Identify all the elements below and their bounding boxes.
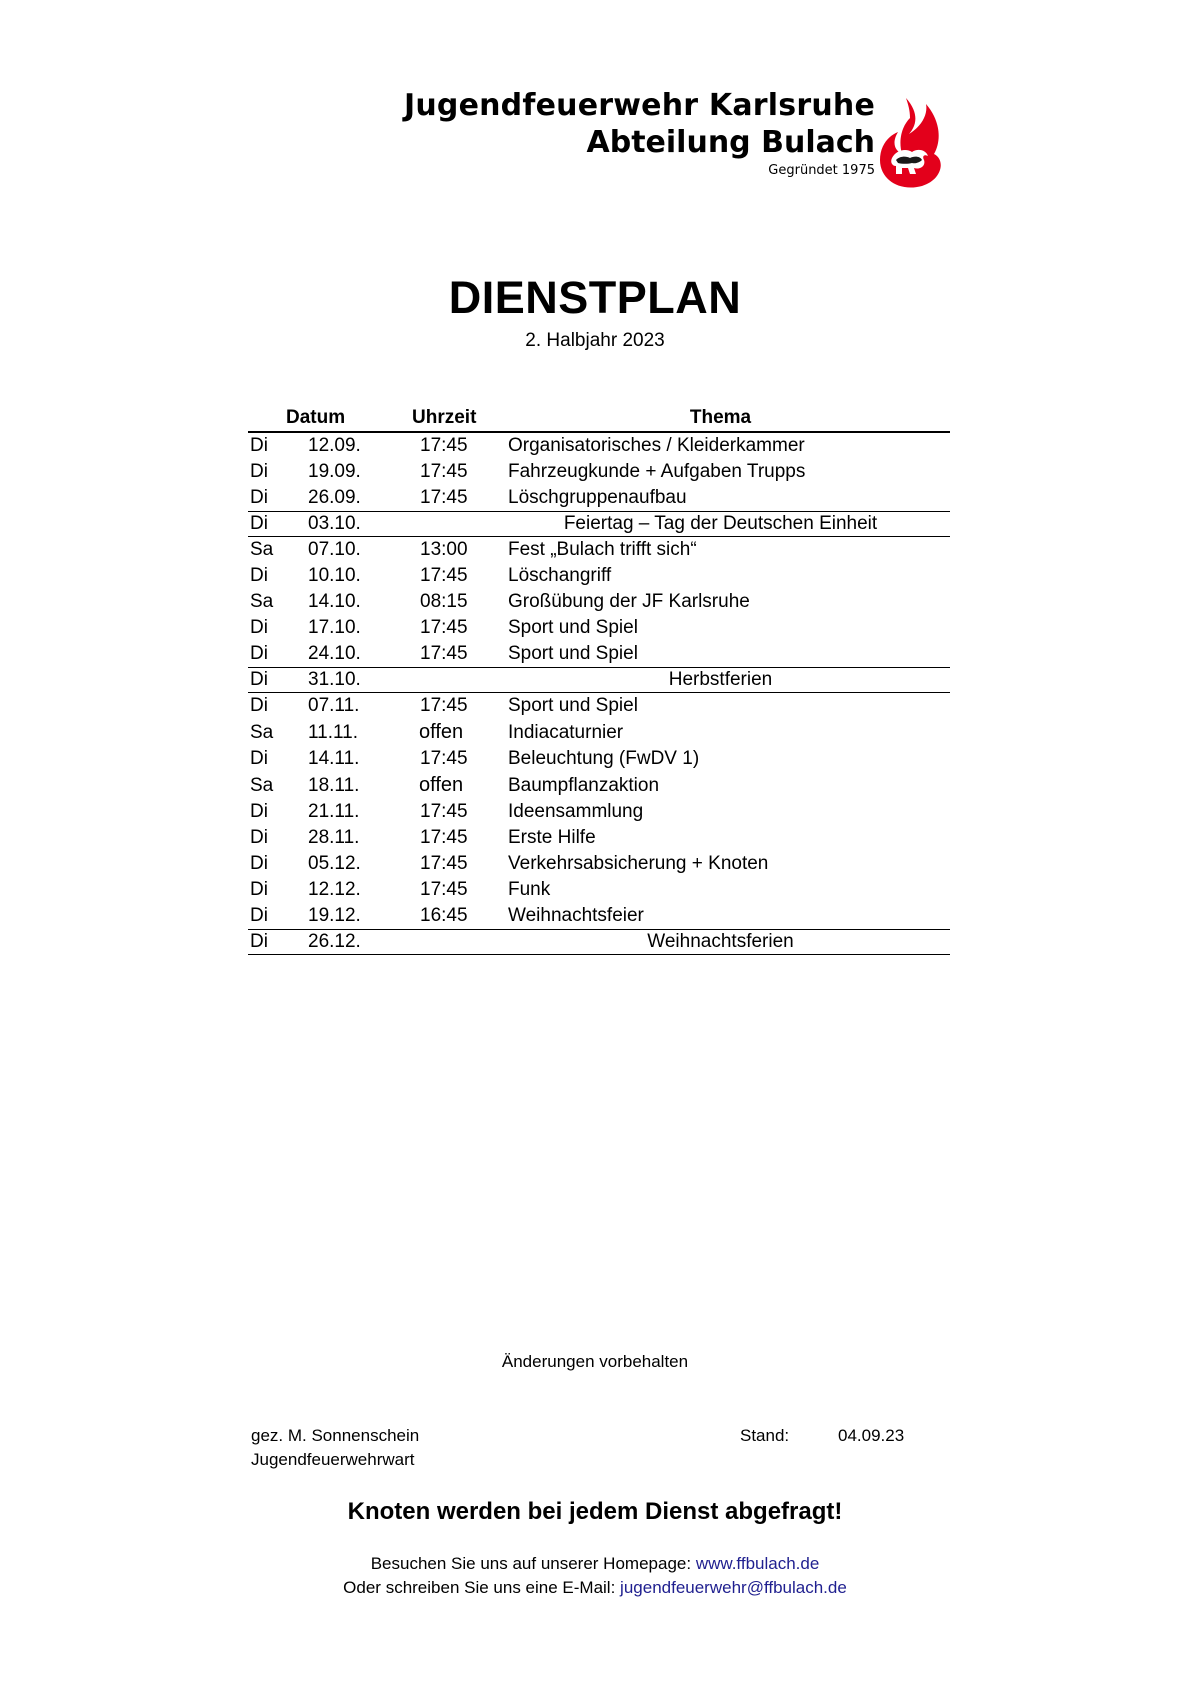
row-topic: Sport und Spiel xyxy=(508,643,638,664)
row-date: 07.10. xyxy=(308,539,361,560)
row-time: 17:45 xyxy=(420,461,468,482)
row-date: 19.12. xyxy=(308,905,361,926)
changes-reserved-note: Änderungen vorbehalten xyxy=(501,1352,689,1371)
row-topic: Indiacaturnier xyxy=(508,722,624,743)
row-time: 17:45 xyxy=(420,748,468,769)
row-topic: Weihnachtsferien xyxy=(647,931,794,952)
signer-name: gez. M. Sonnenschein xyxy=(251,1426,420,1445)
row-day: Di xyxy=(250,827,268,848)
row-time: 17:45 xyxy=(420,827,468,848)
row-day: Di xyxy=(250,879,268,900)
row-day: Di xyxy=(250,669,268,690)
header-uhrzeit: Uhrzeit xyxy=(412,407,477,428)
row-topic: Fest „Bulach trifft sich“ xyxy=(508,539,697,560)
table-row xyxy=(248,825,950,851)
stand-date: 04.09.23 xyxy=(838,1426,905,1445)
knots-notice: Knoten werden bei jedem Dienst abgefragt! xyxy=(347,1498,843,1525)
holiday-row xyxy=(248,511,950,537)
schedule-table xyxy=(248,405,950,955)
row-day: Sa xyxy=(250,775,274,796)
row-date: 11.11. xyxy=(308,722,359,743)
row-day: Di xyxy=(250,513,268,534)
table-row xyxy=(248,589,950,615)
table-row xyxy=(248,641,950,667)
row-date: 05.12. xyxy=(308,853,361,874)
row-date: 18.11. xyxy=(308,775,360,796)
row-topic: Weihnachtsfeier xyxy=(508,905,644,926)
row-day: Di xyxy=(250,695,268,716)
row-topic: Löschangriff xyxy=(508,565,612,586)
row-day: Di xyxy=(250,931,268,952)
table-row xyxy=(248,693,950,719)
row-date: 14.10. xyxy=(308,591,361,612)
row-topic: Organisatorisches / Kleiderkammer xyxy=(508,435,805,456)
row-topic: Sport und Spiel xyxy=(508,695,638,716)
row-day: Di xyxy=(250,461,268,482)
row-date: 26.12. xyxy=(308,931,361,952)
row-date: 10.10. xyxy=(308,565,361,586)
row-day: Di xyxy=(250,801,268,822)
table-row xyxy=(248,799,950,825)
row-day: Di xyxy=(250,905,268,926)
header-datum: Datum xyxy=(286,407,346,428)
row-topic: Sport und Spiel xyxy=(508,617,638,638)
row-day: Di xyxy=(250,435,268,456)
homepage-line xyxy=(0,1552,1190,1576)
row-topic: Erste Hilfe xyxy=(508,827,596,848)
email-line xyxy=(0,1576,1190,1600)
row-topic: Beleuchtung (FwDV 1) xyxy=(508,748,700,769)
table-row xyxy=(248,615,950,641)
row-day: Sa xyxy=(250,591,274,612)
row-date: 14.11. xyxy=(308,748,360,769)
row-date: 31.10. xyxy=(308,669,361,690)
row-day: Di xyxy=(250,565,268,586)
row-date: 24.10. xyxy=(308,643,361,664)
table-row xyxy=(248,433,950,459)
row-time: offen xyxy=(419,721,464,743)
signer-role: Jugendfeuerwehrwart xyxy=(251,1450,415,1469)
page-subtitle: 2. Halbjahr 2023 xyxy=(525,330,665,351)
stand-label: Stand: xyxy=(740,1426,790,1445)
row-day: Di xyxy=(250,853,268,874)
row-time: 17:45 xyxy=(420,487,468,508)
row-time: 17:45 xyxy=(420,853,468,874)
row-time: 16:45 xyxy=(420,905,468,926)
row-topic: Baumpflanzaktion xyxy=(508,775,660,796)
row-time: 17:45 xyxy=(420,801,468,822)
row-time: 17:45 xyxy=(420,435,468,456)
row-topic: Herbstferien xyxy=(668,669,773,690)
table-row xyxy=(248,851,950,877)
row-day: Di xyxy=(250,617,268,638)
row-date: 17.10. xyxy=(308,617,361,638)
row-topic: Verkehrsabsicherung + Knoten xyxy=(508,853,769,874)
founded-year: Gegründet 1975 xyxy=(768,163,875,179)
row-time: 17:45 xyxy=(420,565,468,586)
org-name-line2: Abteilung Bulach xyxy=(586,124,875,160)
row-topic: Großübung der JF Karlsruhe xyxy=(508,591,750,612)
table-row xyxy=(248,563,950,589)
row-day: Di xyxy=(250,487,268,508)
page-title: DIENSTPLAN xyxy=(448,272,742,323)
table-row xyxy=(248,772,950,799)
table-row xyxy=(248,877,950,903)
table-row xyxy=(248,459,950,485)
row-day: Sa xyxy=(250,722,274,743)
email-link[interactable]: jugendfeuerwehr@ffbulach.de xyxy=(620,1578,847,1597)
flame-lion-logo-icon xyxy=(876,96,946,192)
table-header xyxy=(248,405,950,433)
row-topic: Ideensammlung xyxy=(508,801,644,822)
row-day: Di xyxy=(250,643,268,664)
row-day: Di xyxy=(250,748,268,769)
homepage-link[interactable]: www.ffbulach.de xyxy=(695,1554,820,1573)
table-row xyxy=(248,903,950,929)
row-date: 07.11. xyxy=(308,695,360,716)
row-time: 13:00 xyxy=(420,539,468,560)
row-date: 12.09. xyxy=(308,435,361,456)
row-topic: Feiertag – Tag der Deutschen Einheit xyxy=(563,513,878,534)
row-date: 19.09. xyxy=(308,461,361,482)
header-thema: Thema xyxy=(689,407,752,428)
row-time: 17:45 xyxy=(420,643,468,664)
holiday-row xyxy=(248,929,950,955)
table-row xyxy=(248,719,950,746)
row-topic: Funk xyxy=(508,879,551,900)
row-date: 12.12. xyxy=(308,879,361,900)
signature-block xyxy=(251,1424,419,1472)
table-row xyxy=(248,746,950,772)
table-row xyxy=(248,485,950,511)
row-time: 17:45 xyxy=(420,617,468,638)
organization-header xyxy=(300,88,875,179)
email-text: Oder schreiben Sie uns eine E-Mail: xyxy=(343,1578,616,1597)
contact-block xyxy=(0,1552,1190,1600)
row-time: 17:45 xyxy=(420,695,468,716)
row-date: 26.09. xyxy=(308,487,361,508)
row-date: 03.10. xyxy=(308,513,361,534)
org-name-line1: Jugendfeuerwehr Karlsruhe xyxy=(403,88,875,123)
row-time: 08:15 xyxy=(420,591,468,612)
row-day: Sa xyxy=(250,539,274,560)
homepage-text: Besuchen Sie uns auf unserer Homepage: xyxy=(370,1554,692,1573)
table-row xyxy=(248,537,950,563)
row-topic: Löschgruppenaufbau xyxy=(508,487,687,508)
holiday-row xyxy=(248,667,950,693)
row-time: 17:45 xyxy=(420,879,468,900)
row-date: 28.11. xyxy=(308,827,360,848)
row-topic: Fahrzeugkunde + Aufgaben Trupps xyxy=(508,461,806,482)
row-time: offen xyxy=(419,774,464,796)
row-date: 21.11. xyxy=(308,801,360,822)
